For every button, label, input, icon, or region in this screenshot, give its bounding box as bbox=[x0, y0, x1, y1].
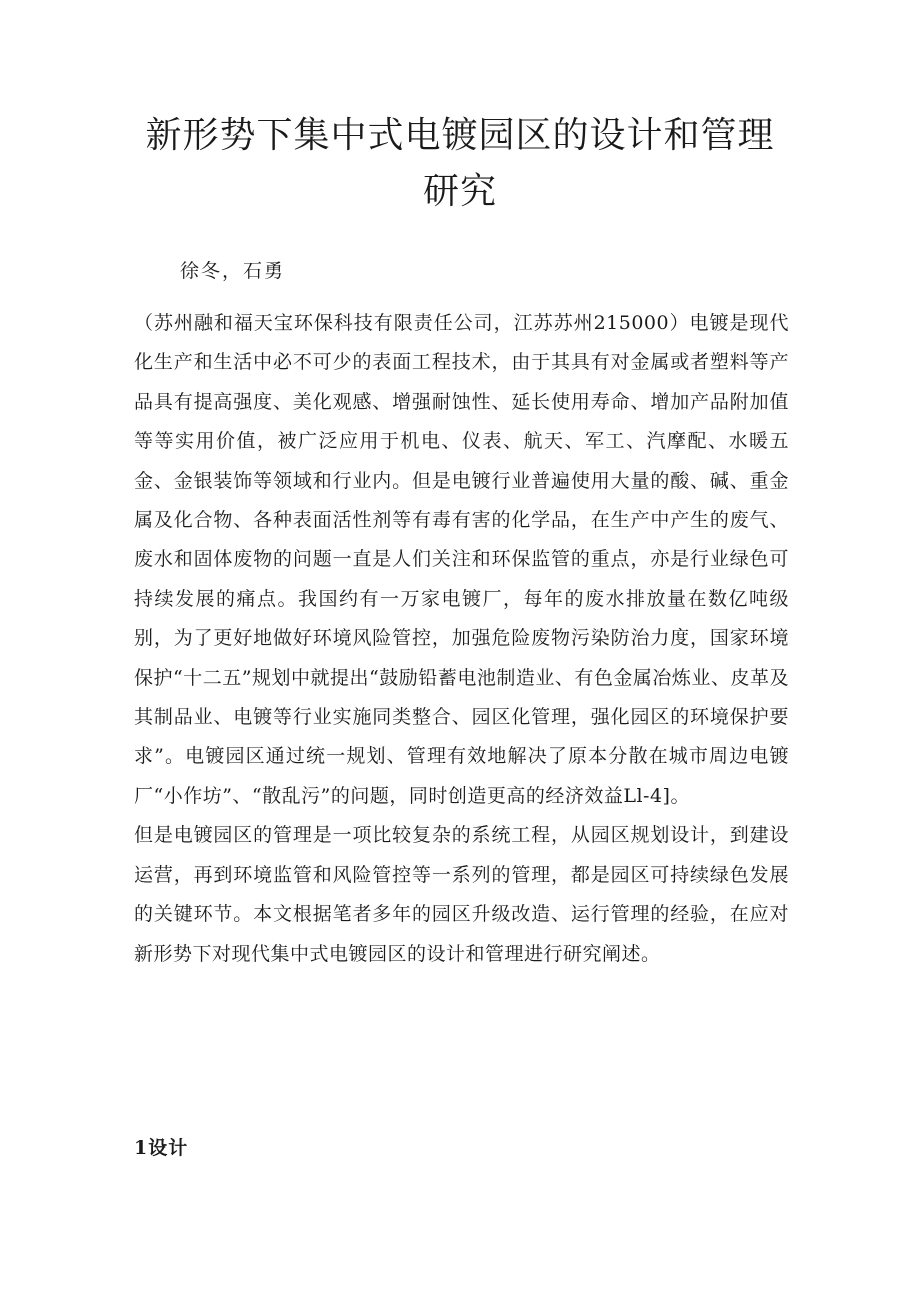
paragraph-intro: 但是电镀园区的管理是一项比较复杂的系统工程，从园区规划设计，到建设运营，再到环境监管和风险管控等一系列的管理，都是园区可持续绿色发展的关键环节。本文根据笔者多年的园区升级改造、运行管理的经验，在应对新形势下对现代集中式电镀园区的设计和管理进行研究阐述。 bbox=[134, 824, 789, 965]
body-text bbox=[134, 304, 789, 974]
author-line: 徐冬，石勇 bbox=[180, 260, 286, 282]
section-heading: 1设计 bbox=[134, 1137, 189, 1159]
document-title: 新形势下集中式电镀园区的设计和管理研究 bbox=[145, 115, 775, 212]
paragraph-abstract: （苏州融和福天宝环保科技有限责任公司，江苏苏州215000）电镀是现代化生产和生活中必不可少的表面工程技术，由于其具有对金属或者塑料等产品具有提高强度、美化观感、增强耐蚀性、延长使用寿命、增加产品附加值等等实用价值，被广泛应用于机电、仪表、航天、军工、汽摩配、水暖五金、金银装饰等领域和行业内。但是电镀行业普遍使用大量的酸、碱、重金属及化合物、各种表面活性剂等有毒有害的化学品，在生产中产生的废气、废水和固体废物的问题一直是人们关注和环保监管的重点，亦是行业绿色可持续发展的痛点。我国约有一万家电镀厂，每年的废水排放量在数亿吨级别，为了更好地做好环境风险管控，加强危险废物污染防治力度，国家环境保护“十二五”规划中就提出“鼓励铅蓄电池制造业、有色金属冶炼业、皮革及其制品业、电镀等行业实施同类整合、园区化管理，强化园区的环境保护要求”。电镀园区通过统一规划、管理有效地解决了原本分散在城市周边电镀厂“小作坊”、“散乱污”的问题，同时创造更高的经济效益Ll-4]。 bbox=[134, 312, 789, 807]
